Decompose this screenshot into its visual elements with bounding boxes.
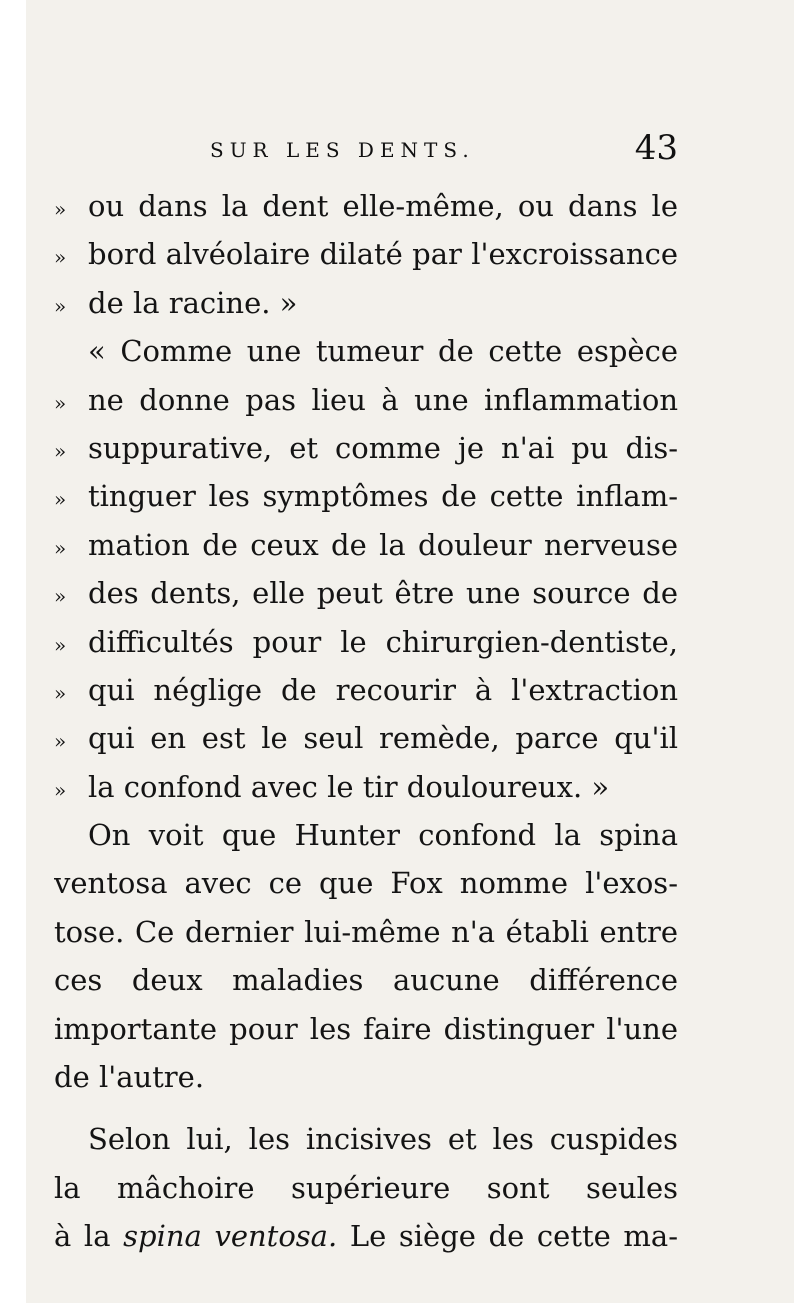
text-line: ces deux maladies aucune différence <box>54 963 678 998</box>
text-line: » qui en est le seul remède, parce qu'il <box>54 714 678 762</box>
quote-marker: » <box>54 632 67 657</box>
text-line: Selon lui, les incisives et les cuspides <box>88 1122 678 1157</box>
quote-marker: » <box>54 777 67 802</box>
quote-marker: » <box>54 438 67 463</box>
page-number: 43 <box>634 128 678 168</box>
text-line: » difficultés pour le chirurgien-dentiste, <box>54 618 678 666</box>
text-line: ventosa avec ce que Fox nomme l'exos- <box>54 866 678 901</box>
quote-marker: » <box>54 584 67 609</box>
text-line: » bord alvéolaire dilaté par l'excroissance <box>54 230 678 278</box>
text-line: la mâchoire supérieure sont seules <box>54 1170 678 1205</box>
text-line: » des dents, elle peut être une source de <box>54 569 678 617</box>
page-left-margin <box>0 0 26 1303</box>
text-line: » la confond avec le tir douloureux. » <box>54 763 678 811</box>
text-line: de l'autre. <box>54 1060 205 1095</box>
quote-marker: » <box>54 680 67 705</box>
running-head: SUR LES DENTS. <box>210 138 475 162</box>
text-line: à la spina ventosa. Le siège de cette ma- <box>54 1219 678 1254</box>
italic-term: spina ventosa. <box>123 1219 338 1254</box>
text-line: » mation de ceux de la douleur nerveuse <box>54 521 678 569</box>
quote-marker: » <box>54 293 67 318</box>
text-line: » suppurative, et comme je n'ai pu dis- <box>54 424 678 472</box>
page-header <box>52 128 684 178</box>
quote-marker: » <box>54 729 67 754</box>
body-text <box>54 182 678 1261</box>
text-line: » tinguer les symptômes de cette inflam- <box>54 472 678 520</box>
paragraph-gap <box>54 1101 678 1115</box>
quote-marker: » <box>54 197 67 221</box>
quote-marker: » <box>54 487 67 512</box>
page-right-margin <box>794 0 800 1303</box>
text-line: » ou dans la dent elle-même, ou dans le <box>54 182 678 230</box>
quote-marker: » <box>54 245 67 270</box>
text-line: » qui néglige de recourir à l'extraction <box>54 666 678 714</box>
text-line: On voit que Hunter confond la spina <box>88 818 678 853</box>
text-line: importante pour les faire distinguer l'une <box>54 1011 678 1046</box>
text-line: » de la racine. » <box>54 279 678 327</box>
text-line: tose. Ce dernier lui-même n'a établi entre <box>54 914 678 949</box>
quote-marker: » <box>54 535 67 560</box>
quote-marker: » <box>54 390 67 415</box>
text-line: » ne donne pas lieu à une inflammation <box>54 376 678 424</box>
text-line: « Comme une tumeur de cette espèce <box>88 334 678 369</box>
